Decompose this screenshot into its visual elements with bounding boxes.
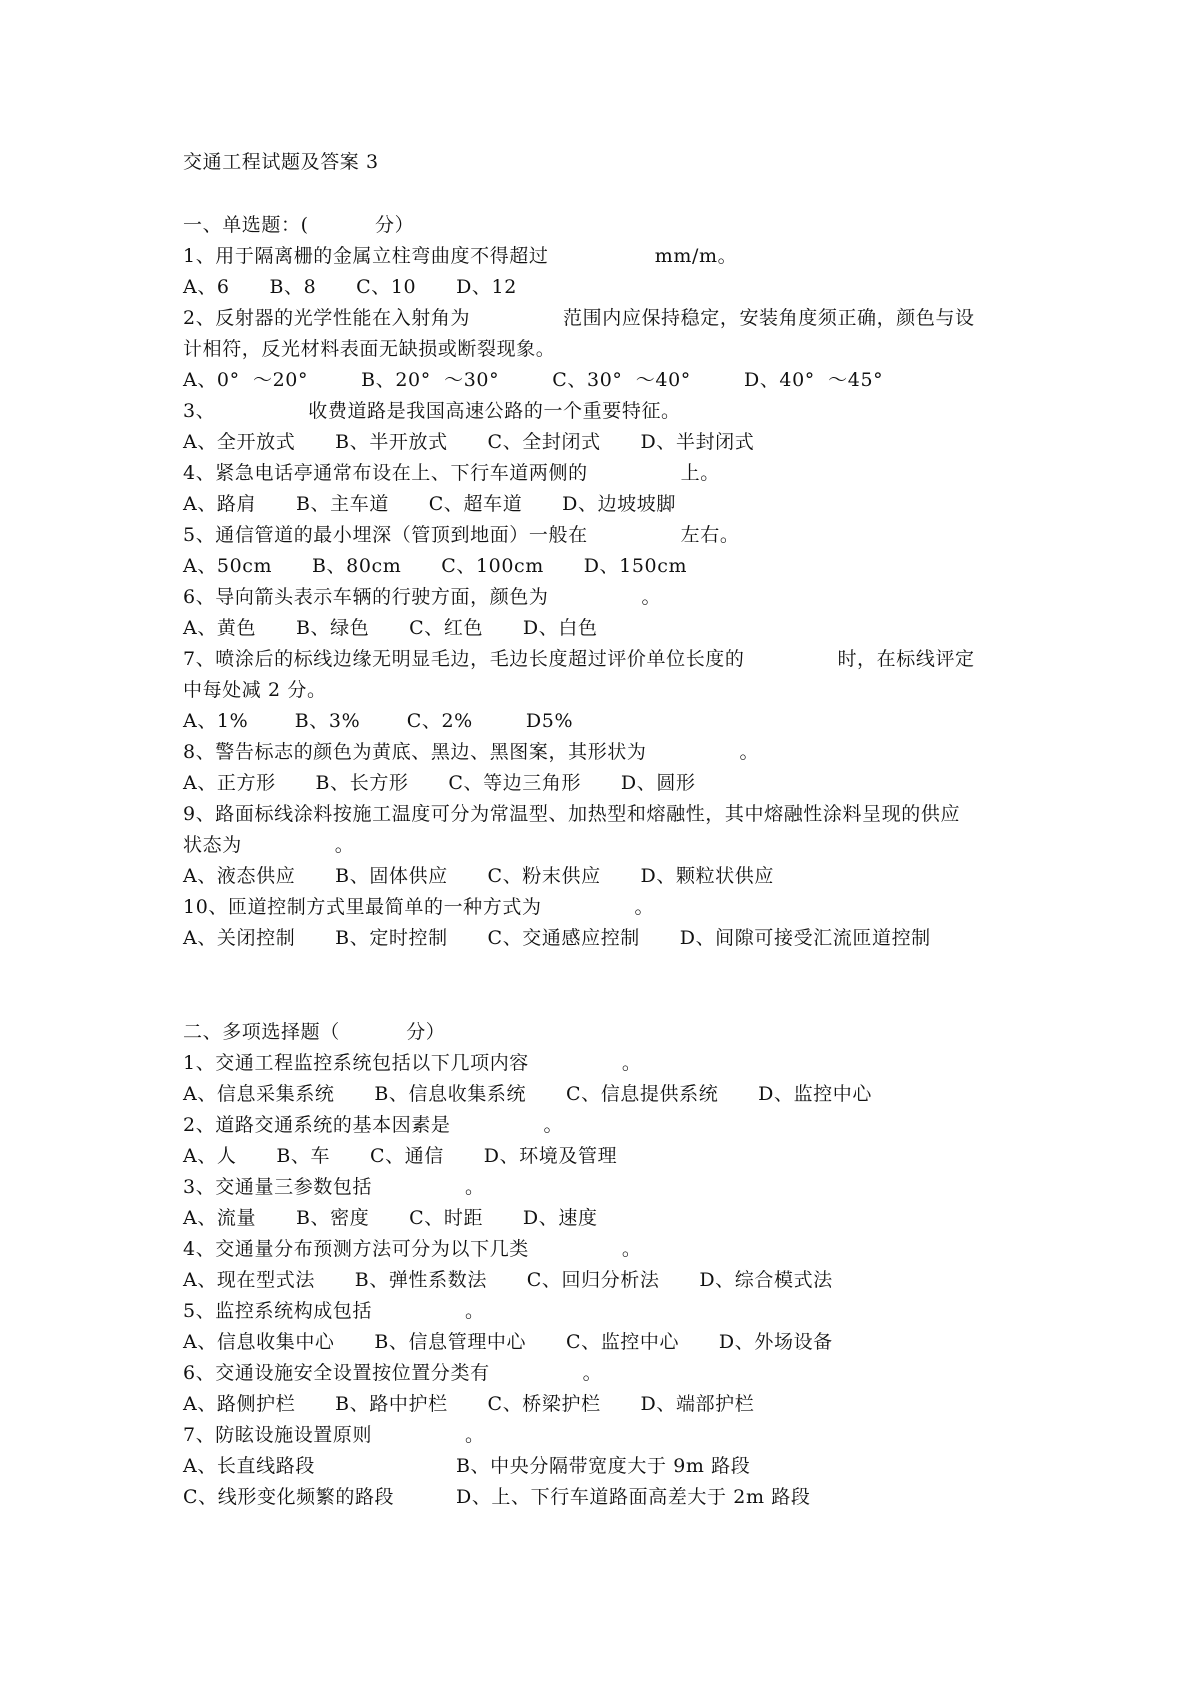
s1-question-7: 7、喷涂后的标线边缘无明显毛边，毛边长度超过评价单位长度的 时，在标线评定 — [183, 648, 975, 670]
s1-question-8: 8、警告标志的颜色为黄底、黑边、黑图案，其形状为 。 — [183, 741, 760, 763]
s2-options-3: A、流量 B、密度 C、时距 D、速度 — [183, 1207, 598, 1229]
s1-question-2-cont: 计相符，反光材料表面无缺损或断裂现象。 — [183, 338, 556, 360]
s1-options-7: A、1% B、3% C、2% D5% — [183, 710, 574, 732]
s1-question-4: 4、紧急电话亭通常布设在上、下行车道两侧的 上。 — [183, 462, 720, 484]
s1-options-1: A、6 B、8 C、10 D、12 — [183, 276, 517, 298]
s2-question-6: 6、交通设施安全设置按位置分类有 。 — [183, 1362, 603, 1384]
s1-question-9: 9、路面标线涂料按施工温度可分为常温型、加热型和熔融性，其中熔融性涂料呈现的供应 — [183, 803, 961, 825]
s2-question-1: 1、交通工程监控系统包括以下几项内容 。 — [183, 1052, 642, 1074]
s1-question-1: 1、用于隔离栅的金属立柱弯曲度不得超过 mm/m。 — [183, 245, 738, 267]
s1-question-10: 10、匝道控制方式里最简单的一种方式为 。 — [183, 896, 655, 918]
s1-options-2: A、0° ～20° B、20° ～30° C、30° ～40° D、40° ～45° — [183, 369, 884, 391]
s2-option-7c: C、线形变化频繁的路段 — [183, 1486, 395, 1508]
s1-question-7-cont: 中每处减 2 分。 — [183, 679, 327, 701]
s2-options-1: A、信息采集系统 B、信息收集系统 C、信息提供系统 D、监控中心 — [183, 1083, 872, 1105]
s1-options-8: A、正方形 B、长方形 C、等边三角形 D、圆形 — [183, 772, 696, 794]
section1-heading: 一、单选题：( 分） — [183, 214, 415, 236]
s2-option-7a: A、长直线路段 — [183, 1455, 315, 1477]
s2-question-2: 2、道路交通系统的基本因素是 。 — [183, 1114, 564, 1136]
s1-options-10: A、关闭控制 B、定时控制 C、交通感应控制 D、间隙可接受汇流匝道控制 — [183, 927, 931, 949]
s1-options-3: A、全开放式 B、半开放式 C、全封闭式 D、半封闭式 — [183, 431, 755, 453]
s1-options-9: A、液态供应 B、固体供应 C、粉末供应 D、颗粒状供应 — [183, 865, 774, 887]
s2-question-4: 4、交通量分布预测方法可分为以下几类 。 — [183, 1238, 642, 1260]
s2-option-7b: B、中央分隔带宽度大于 9m 路段 — [456, 1455, 751, 1477]
s1-question-6: 6、导向箭头表示车辆的行驶方面，颜色为 。 — [183, 586, 662, 608]
s2-question-7: 7、防眩设施设置原则 。 — [183, 1424, 485, 1446]
s2-options-4: A、现在型式法 B、弹性系数法 C、回归分析法 D、综合模式法 — [183, 1269, 833, 1291]
s2-question-5: 5、监控系统构成包括 。 — [183, 1300, 485, 1322]
s2-question-3: 3、交通量三参数包括 。 — [183, 1176, 485, 1198]
section2-heading: 二、多项选择题（ 分） — [183, 1021, 446, 1043]
s1-options-4: A、路肩 B、主车道 C、超车道 D、边坡坡脚 — [183, 493, 676, 515]
s1-question-5: 5、通信管道的最小埋深（管顶到地面）一般在 左右。 — [183, 524, 740, 546]
s1-question-3: 3、 收费道路是我国高速公路的一个重要特征。 — [183, 400, 681, 422]
s1-options-5: A、50cm B、80cm C、100cm D、150cm — [183, 555, 688, 577]
doc-title: 交通工程试题及答案 3 — [183, 151, 379, 173]
s1-options-6: A、黄色 B、绿色 C、红色 D、白色 — [183, 617, 598, 639]
s1-question-9-cont: 状态为 。 — [183, 834, 355, 856]
s1-question-2: 2、反射器的光学性能在入射角为 范围内应保持稳定，安装角度须正确，颜色与设 — [183, 307, 975, 329]
s2-options-5: A、信息收集中心 B、信息管理中心 C、监控中心 D、外场设备 — [183, 1331, 833, 1353]
s2-options-6: A、路侧护栏 B、路中护栏 C、桥梁护栏 D、端部护栏 — [183, 1393, 755, 1415]
s2-options-2: A、人 B、车 C、通信 D、环境及管理 — [183, 1145, 618, 1167]
s2-option-7d: D、上、下行车道路面高差大于 2m 路段 — [456, 1486, 811, 1508]
